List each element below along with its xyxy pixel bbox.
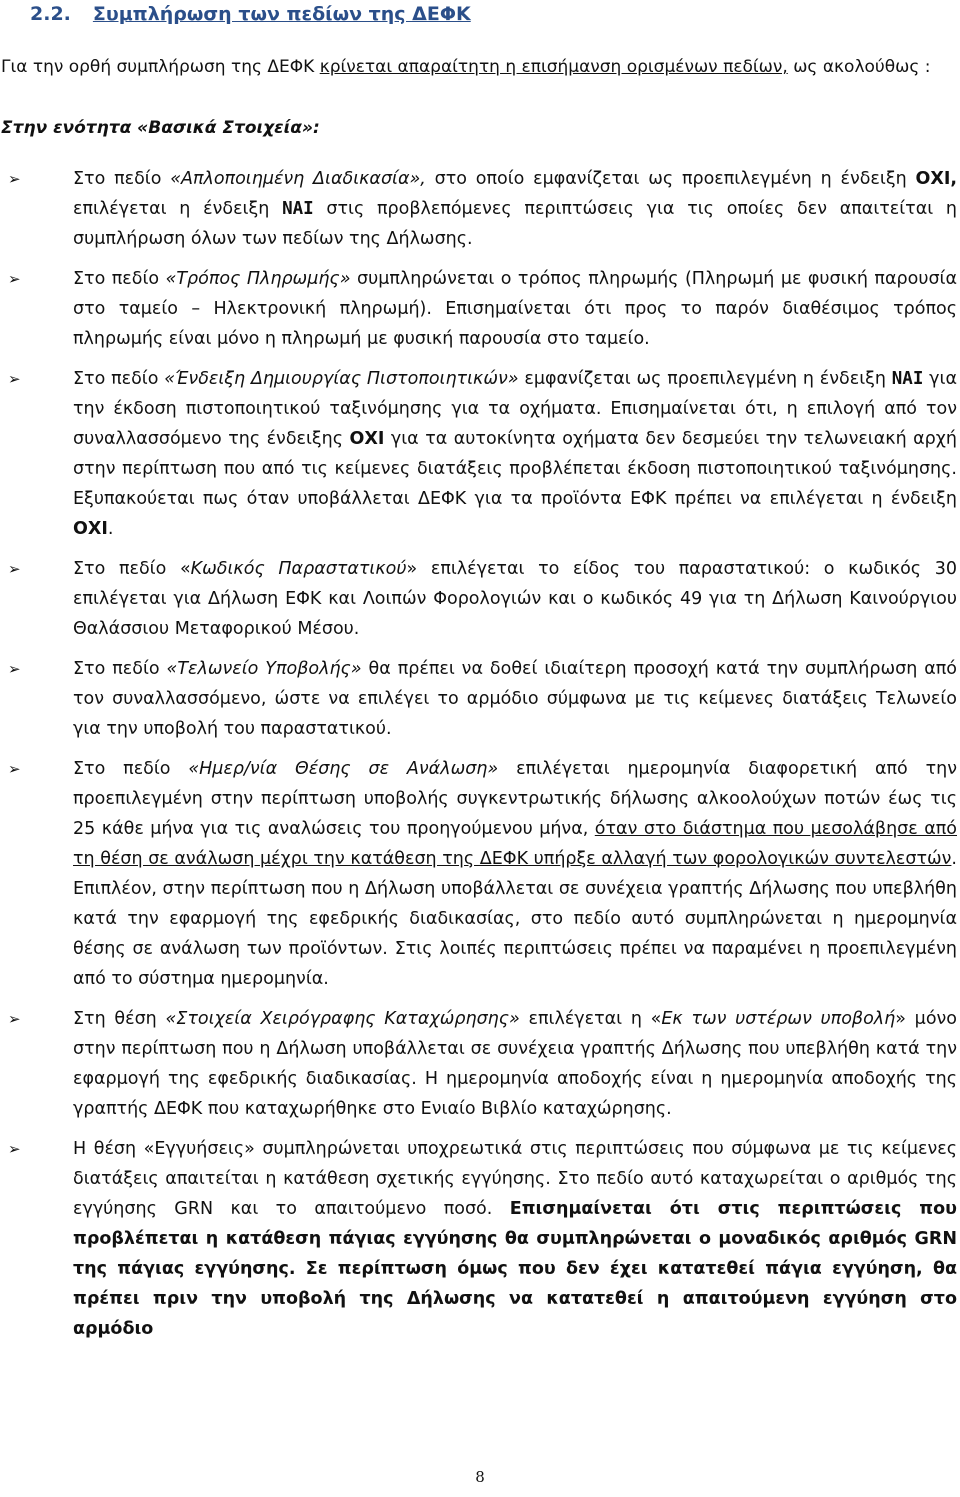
page-number: 8 <box>475 1468 485 1486</box>
value-nai: ΝΑΙ <box>891 369 924 389</box>
field-value: Εκ των υστέρων υποβολή <box>661 1009 896 1029</box>
item-text: εμφανίζεται ως προεπιλεγμένη η ένδειξη <box>518 369 892 389</box>
list-item <box>0 264 960 354</box>
section-heading <box>30 3 471 25</box>
item-text: επιλέγεται ημερομηνία διαφορετική από την προεπιλεγμένη στην περίπτωση υποβολής συγκεντρωτικής δήλωσης αλκοολούχων ποτών έως τις 25 κάθε μήνα για τις αναλώσεις του προηγούμενου μήνα, <box>73 759 958 839</box>
bold-notice-text: Επισημαίνεται ότι στις περιπτώσεις που προβλέπεται η κατάθεση πάγιας εγγύησης θα συμπληρώνεται ο μοναδικός αριθμός GRN της πάγιας εγγύησης. Σε περίπτωση όμως που δεν έχει κατατεθεί πάγια εγγύηση, θα πρέπει πριν την υποβολή της Δήλωσης να κατατεθεί η απαιτούμενη εγγύηση στο αρμόδιο <box>73 1199 957 1339</box>
item-text: επιλέγεται η ένδειξη <box>73 199 283 219</box>
list-item <box>0 164 960 254</box>
arrow-bullet-icon: ➢ <box>8 560 21 578</box>
arrow-bullet-icon: ➢ <box>8 760 21 778</box>
value-oxi: ΟΧΙ <box>73 519 108 539</box>
item-text: Στο πεδίο « <box>73 559 191 579</box>
arrow-bullet-icon: ➢ <box>8 1140 21 1158</box>
list-item <box>0 554 960 644</box>
field-name: «Απλοποιημένη Διαδικασία», <box>170 169 426 189</box>
field-name: «Ημερ/νία Θέσης σε Ανάλωση» <box>188 759 499 779</box>
section-title: Συμπλήρωση των πεδίων της ΔΕΦΚ <box>92 3 471 25</box>
item-text: . Επιπλέον, στην περίπτωση που η Δήλωση υποβάλλεται σε συνέχεια γραπτής Δήλωσης που υπεβλήθη κατά την εφαρμογή της εφεδρικής διαδικασίας, στο πεδίο αυτό συμπληρώνεται η ημερομηνία θέσης σε ανάλωση των προϊόντων. Στις λοιπές περιπτώσεις πρέπει να παραμένει η προεπιλεγμένη από το σύστημα ημερομηνία. <box>73 849 957 989</box>
arrow-bullet-icon: ➢ <box>8 270 21 288</box>
field-name: «Στοιχεία Χειρόγραφης Καταχώρησης» <box>165 1009 520 1029</box>
item-text: στις προβλεπόμενες περιπτώσεις για τις οποίες δεν απαιτείται η συμπλήρωση όλων των πεδίων της Δήλωσης. <box>73 199 958 249</box>
item-text: Στη θέση <box>73 1009 166 1029</box>
item-text: στο οποίο εμφανίζεται ως προεπιλεγμένη η ένδειξη <box>425 169 916 189</box>
item-text: » μόνο στην περίπτωση που η Δήλωση υποβάλλεται σε συνέχεια γραπτής Δήλωσης που υπεβλήθη κατά την εφαρμογή της εφεδρικής διαδικασίας. Η ημερομηνία αποδοχής είναι η ημερομηνία αποδοχής της γραπτής ΔΕΦΚ που καταχωρήθηκε στο Ενιαίο Βιβλίο καταχώρησης. <box>73 1009 958 1119</box>
field-name: «Ένδειξη Δημιουργίας Πιστοποιητικών» <box>164 369 519 389</box>
intro-underlined-text: κρίνεται απαραίτητη η επισήμανση ορισμένων πεδίων, <box>319 57 788 77</box>
list-item <box>0 654 960 744</box>
item-text: Στο πεδίο <box>73 369 165 389</box>
item-text: Στο πεδίο <box>73 169 171 189</box>
intro-paragraph <box>1 52 956 82</box>
item-text: Στο πεδίο <box>73 269 166 289</box>
item-text: . <box>107 519 114 539</box>
intro-text-end: ως ακολούθως : <box>787 57 931 77</box>
underlined-text: όταν στο διάστημα που μεσολάβησε από τη θέση σε ανάλωση μέχρι την κατάθεση της ΔΕΦΚ υπήρξε αλλαγή των φορολογικών συντελεστών <box>73 819 957 869</box>
item-text: Στο πεδίο <box>73 759 189 779</box>
list-item <box>0 754 960 994</box>
list-item <box>0 1004 960 1124</box>
field-name: «Τελωνείο Υποβολής» <box>166 659 362 679</box>
section-label: Στην ενότητα «Βασικά Στοιχεία»: <box>1 118 320 138</box>
item-text: συμπληρώνεται ο τρόπος πληρωμής (Πληρωμή με φυσική παρουσία στο ταμείο – Ηλεκτρονική πληρωμή). Επισημαίνεται ότι προς το παρόν διαθέσιμος τρόπος πληρωμής είναι μόνο η πληρωμή με φυσική παρουσία στο ταμείο. <box>73 269 957 349</box>
bullet-list <box>0 164 960 1354</box>
intro-text: Για την ορθή συμπλήρωση της ΔΕΦΚ <box>1 57 320 77</box>
item-text: για τα αυτοκίνητα οχήματα δεν δεσμεύει την τελωνειακή αρχή στην περίπτωση που από τις κείμενες διατάξεις προβλέπεται έκδοση πιστοποιητικού ταξινόμησης. Εξυπακούεται πως όταν υποβάλλεται ΔΕΦΚ για τα προϊόντα ΕΦΚ πρέπει να επιλέγεται η ένδειξη <box>73 429 957 509</box>
item-text: για την έκδοση πιστοποιητικού ταξινόμησης για τα οχήματα. Επισημαίνεται ότι, η επιλογή από τον συναλλασσόμενο της ένδειξης <box>73 369 957 449</box>
arrow-bullet-icon: ➢ <box>8 370 21 388</box>
arrow-bullet-icon: ➢ <box>8 1010 21 1028</box>
list-item <box>0 1134 960 1344</box>
value-nai: ΝΑΙ <box>282 199 314 219</box>
field-name: Κωδικός Παραστατικού <box>190 559 407 579</box>
item-text: Η θέση «Εγγυήσεις» συμπληρώνεται υποχρεωτικά στις περιπτώσεις που σύμφωνα με τις κείμενες διατάξεις απαιτείται η κατάθεση σχετικής εγγύησης. Στο πεδίο αυτό καταχωρείται ο αριθμός της εγγύησης GRN και το απαιτούμενο ποσό. <box>73 1139 957 1219</box>
arrow-bullet-icon: ➢ <box>8 660 21 678</box>
item-text: θα πρέπει να δοθεί ιδιαίτερη προσοχή κατά την συμπλήρωση από τον συναλλασσόμενο, ώστε να επιλέγει το αρμόδιο σύμφωνα με τις κείμενες διατάξεις Τελωνείο για την υποβολή του παραστατικού. <box>73 659 957 739</box>
section-number: 2.2. <box>30 3 71 25</box>
arrow-bullet-icon: ➢ <box>8 170 21 188</box>
value-oxi: ΟΧΙ, <box>915 169 957 189</box>
field-name: «Τρόπος Πληρωμής» <box>165 269 351 289</box>
item-text: επιλέγεται η « <box>519 1009 662 1029</box>
value-oxi: ΟΧΙ <box>349 429 385 449</box>
item-text: » επιλέγεται το είδος του παραστατικού: ο κωδικός 30 επιλέγεται για Δήλωση ΕΦΚ και Λοιπών Φορολογιών και ο κωδικός 49 για τη Δήλωση Καινούργιου Θαλάσσιου Μεταφορικού Μέσου. <box>73 559 957 639</box>
item-text: Στο πεδίο <box>73 659 167 679</box>
list-item <box>0 364 960 544</box>
